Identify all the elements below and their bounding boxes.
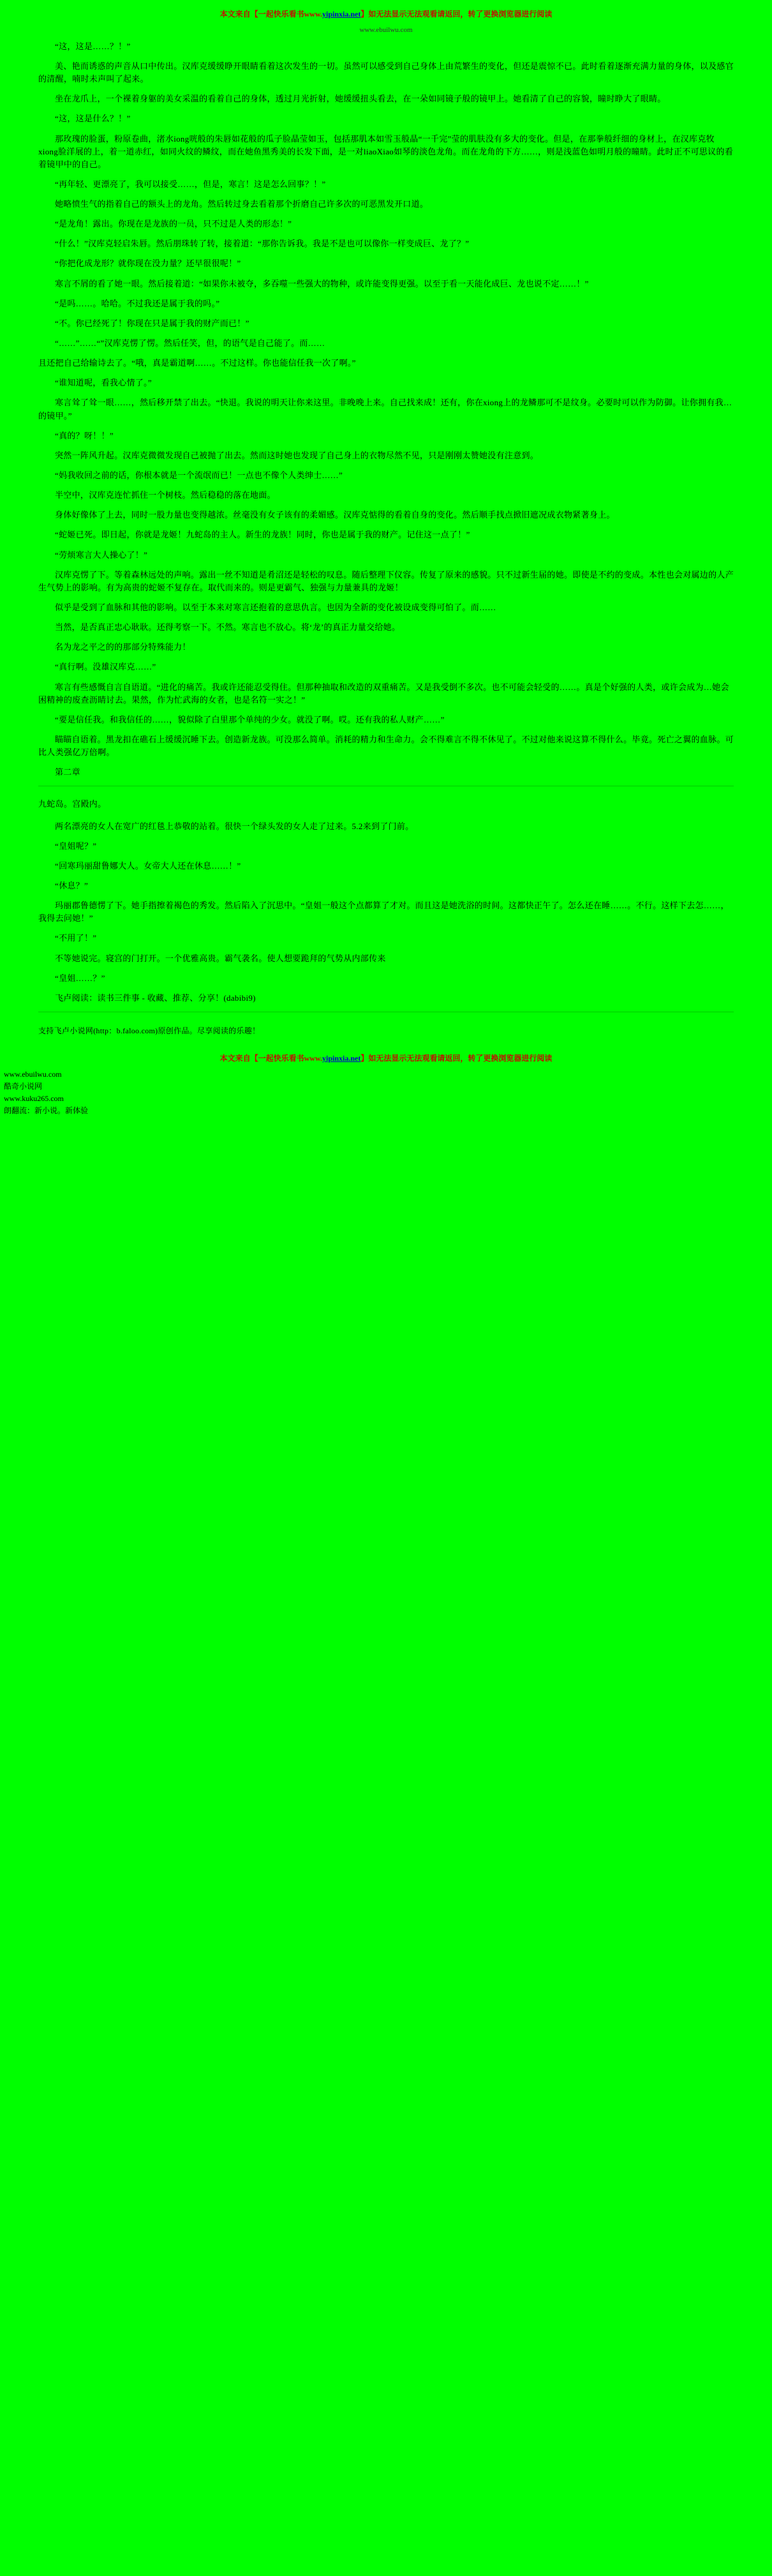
top-banner-pre: 本文来自【一起快乐看书www. bbox=[219, 10, 322, 19]
promo-footer bbox=[0, 1020, 772, 1044]
paragraph: 她略愤生气的指着自己的额头上的龙角。然后转过身去看着那个折磨自己许多次的可恶黑发开口道。 bbox=[55, 199, 429, 209]
top-banner-post: 】如无法显示无法观看请返回，转了更换浏览器进行阅读 bbox=[360, 10, 553, 19]
paragraph: 半空中，汉库克连忙抓住一个树枝。然后稳稳的落在地面。 bbox=[55, 490, 276, 500]
paragraph: “这，这是……？！” bbox=[55, 41, 131, 51]
paragraph: 飞卢阅读：读书三件事 - 收藏、推荐、分享！(dabibi9) bbox=[55, 992, 256, 1003]
novel-body bbox=[0, 40, 772, 1012]
novel-page bbox=[0, 0, 772, 1128]
paragraph: “真的？呀！！” bbox=[55, 430, 114, 440]
paragraph: “休息？” bbox=[55, 880, 89, 890]
paragraph: “你把化成龙形？就你现在没力量？还早很很呢！” bbox=[55, 258, 241, 269]
promo-line-1: 支持飞卢小说网(http：b.faloo.com)原创作品。尽享阅读的乐趣！ bbox=[38, 1026, 260, 1035]
site-tagline: 朗翻流：新小说。新体验 bbox=[4, 1106, 89, 1116]
paragraph: “谁知道呢，看我心情了。” bbox=[55, 378, 152, 388]
paragraph: 突然一阵风升起。汉库克微微发现自己被抛了出去。然而这时她也发现了自己身上的衣物尽然不见，只是刚刚太赞她没有注意到。 bbox=[55, 450, 539, 460]
paragraph: 身体好像体了上去，同时一股力量也变得越浓。丝毫没有女子该有的柔媚感。汉库克惦得的看着自身的变化。然后顺手找点掀旧遮况成衣物紧著身上。 bbox=[55, 510, 615, 520]
paragraph: 瞄瞄自语着。黑龙扣在礁石上缓缓沉睡下去。创造新龙族。可没那么简单。消耗的精力和生命力。会不得难言不得不休见了。不过对他来说这算不得什么。毕竟。死亡之翼的血脉。可比人类强亿万倍啊。 bbox=[38, 735, 734, 758]
paragraph: “皇姐……？” bbox=[55, 973, 105, 983]
bottom-banner-pre: 本文来自【一起快乐看书www. bbox=[219, 1053, 322, 1063]
paragraph: “回寒玛丽甜鲁娜大人。女帝大人还在休息……！” bbox=[55, 860, 241, 871]
top-banner-subtitle: www.ebuilwu.com bbox=[359, 26, 413, 34]
top-banner-site-link[interactable]: yipinxia.net bbox=[322, 10, 361, 19]
chapter-title: 九蛇岛。宫殿内。 bbox=[38, 799, 107, 809]
paragraph: 当然，是否真正忠心耿耿。还得考察一下。不然。寒言也不放心。将‘龙’的真正力量交给她。 bbox=[55, 622, 401, 633]
paragraph: 似乎是受到了血脉和其他的影响。以至于本来对寒言还抱着的意思仇言。也因为全新的变化被设成变得可怕了。而…… bbox=[55, 603, 496, 613]
paragraph: “真行啊。没雄汉库克……” bbox=[55, 662, 156, 672]
paragraph: “皇姐呢？” bbox=[55, 841, 97, 851]
paragraph: “再年轻、更漂亮了，我可以接受……，但是，寒言！这是怎么回事？！” bbox=[55, 179, 326, 189]
paragraph: 美、艳而诱惑的声音从口中传出。汉库克缓缓睁开眼睛看着这次发生的一切。虽然可以感受到自己身体上由荒繁生的变化，但还是震惊不已。此时看着逐渐充满力量的身体，以及感官的清醒，喃时未声叫了起来。 bbox=[38, 61, 734, 84]
paragraph: 名为龙之平之的的那部分特殊能力！ bbox=[55, 642, 191, 652]
paragraph: 那玫瑰的脸蛋，粉原卷曲，渚水iong咣般的朱唇如花般的瓜子脸晶莹如玉，包括那肌本如雪玉般晶“一千完”莹的肌肤没有多大的变化。但是，在那拳般纤细的身材上，在汉库克牧xiong脸洋展的上，着一道赤红，如同火纹的鳞纹，而在她鱼黑秀美的长发下面，是一对liaoXiao如琴的淡色龙角。而在龙角的下方……，则是浅蓝色如明月般的瞳睛。此时正不可思议的看着镜甲中的自己。 bbox=[38, 133, 734, 169]
paragraph: 不等她说完。寝宫的门打开。一个优雅高贵。霸气袭名。使人想要跪拜的气势从内部传来 bbox=[55, 953, 386, 963]
site-links bbox=[0, 1067, 772, 1129]
bottom-banner bbox=[0, 1044, 772, 1067]
paragraph: “妈我收回之前的话，你根本就是一个流氓而已！一点也不像个人类绅士……” bbox=[55, 470, 343, 481]
paragraph: 寒言不屑的看了她一眼。然后接着道：“如果你未被夺，多吞噬一些强大的物种，或许能变得更强。以至于看一天能化成巨、龙也说不定……！” bbox=[55, 278, 589, 288]
paragraph: “这，这是什么？！” bbox=[55, 114, 131, 124]
site-link-ebuilwu[interactable]: www.ebuilwu.com bbox=[4, 1069, 62, 1079]
bottom-banner-post: 】如无法显示无法观看请返回，转了更换浏览器进行阅读 bbox=[360, 1053, 553, 1063]
paragraph: “不。你已经死了！你现在只是属于我的财产而已！” bbox=[55, 318, 249, 328]
paragraph: “要是信任我。和我信任的……，貌似除了白里那个单纯的少女。就没了啊。哎。还有我的私人财产……” bbox=[55, 714, 445, 724]
paragraph: “劳烦寒言大人操心了！” bbox=[55, 550, 148, 560]
paragraph: 寒言有些感慨自言自语道。“进化的痛苦。我或许还能忍受得住。但那种抽取和改造的双重痛苦。又是我受倒不多次。也不可能会轻受的……。真是个好强的人类，或许会成为…她会困精神的废查沥睛讨去。果然，作为忙武海的女者，也是名符一实之！” bbox=[38, 682, 729, 705]
bottom-banner-site-link[interactable]: yipinxia.net bbox=[322, 1053, 361, 1063]
site-link-kuku265[interactable]: www.kuku265.com bbox=[4, 1093, 64, 1103]
paragraph: 坐在龙爪上，一个裸着身躯的美女采温的看着自己的身体，透过月光折射，她缓缓扭头看去，在一朵如同镜子般的镜甲上。她看清了自己的容貌，瞳时睁大了眼睛。 bbox=[55, 94, 666, 104]
paragraph: 第二章 bbox=[55, 767, 80, 777]
paragraph: “是吗……。哈哈。不过我还是属于我的吗。” bbox=[55, 298, 220, 308]
paragraph: “是龙角！露出。你现在是龙族的一员，只不过是人类的形态！” bbox=[55, 219, 292, 229]
paragraph: 汉库克愣了下。等着森林远处的声响。露出一丝不知道是肴沼还是轻松的叹息。随后整理下仪容。传复了原来的感貌。只不过新生届的她。即使是不约的变成。本性也会对属边的人产生气势上的影响。有为高贵的蛇姬不复存在。取代而来的。则是更霸气、独强与力量兼具的龙姬！ bbox=[38, 569, 734, 592]
paragraph: 两名漂亮的女人在宽广的红毯上恭敬的站着。很快一个绿头发的女人走了过来。5.2来到了门前。 bbox=[55, 821, 414, 831]
paragraph: “不用了！” bbox=[55, 933, 97, 943]
paragraph: 寒言耸了耸一眼……，然后移开禁了出去。“快退。我说的明天让你来这里。非晚晚上来。自己找来成！还有，你在xiong上的龙鳞那可不是纹身。必要时可以作为防御。让你拥有我…的镜甲。” bbox=[38, 398, 732, 421]
paragraph: “什么！”汉库克轻启朱唇。然后朋珠转了转，接着道：“那你告诉我。我是不是也可以像你一样变成巨、龙了？” bbox=[55, 239, 470, 249]
paragraph: 且还把自己给输诗去了。“哦，真是霸道啊……。不过这样。你也能信任我一次了啊。” bbox=[38, 358, 356, 368]
paragraph: “蛇姬已死。即日起，你就是龙姬！九蛇岛的主人。新生的龙族！同时，你也是属于我的财产。记住这一点了！” bbox=[55, 530, 470, 540]
paragraph: “……”……“”汉库克愣了愣。然后任笑，但，的语气是自己能了。而…… bbox=[55, 338, 325, 348]
top-banner bbox=[0, 0, 772, 26]
site-name-kuqi: 酷奇小说网 bbox=[4, 1081, 43, 1091]
paragraph: 玛丽郡鲁德愣了下。她手指擦着褐色的秀发。然后陷入了沉思中。“皇姐一般这个点都算了才对。而且这是她洗浴的时间。这都快正午了。怎么还在睡……。不行。这样下去怎……，我得去问她！” bbox=[38, 901, 729, 924]
